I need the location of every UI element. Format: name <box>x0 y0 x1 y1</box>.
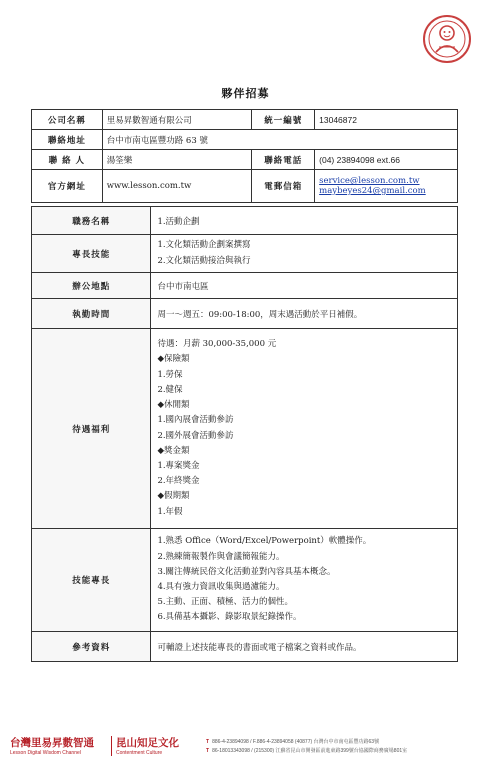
skills-label: 專長技能 <box>32 235 151 273</box>
benefit-item: ◆保險類 <box>157 354 190 365</box>
phone-label: 聯絡電話 <box>252 150 315 170</box>
footer-divider <box>111 736 112 756</box>
position-value: 1.活動企劃 <box>151 207 458 235</box>
benefit-item: 1.勞保 <box>157 369 183 380</box>
benefits-label: 待遇福利 <box>32 329 151 529</box>
contact-person-value: 湯筌樂 <box>102 150 252 170</box>
skills-value <box>151 235 458 273</box>
website-label: 官方網址 <box>32 170 103 203</box>
email-link-maybeyes[interactable]: maybeyes24@gmail.com <box>319 186 426 196</box>
phone-tag: T <box>206 748 210 754</box>
location-value: 台中市南屯區 <box>151 273 458 299</box>
benefit-item: ◆獎金類 <box>157 445 190 456</box>
expertise-item: 6.具備基本攝影、錄影取景紀錄操作。 <box>157 612 302 623</box>
location-label: 辦公地點 <box>32 273 151 299</box>
hours-label: 執勤時間 <box>32 299 151 329</box>
position-label: 職務名稱 <box>32 207 151 235</box>
benefit-item: 1.國內展會活動參訪 <box>157 415 234 426</box>
website-value: www.lesson.com.tw <box>102 170 252 203</box>
brand-lesson-english: Lesson Digital Wisdom Channel <box>10 750 81 756</box>
benefit-item: 待遇：月薪 30,000-35,000 元 <box>157 339 277 350</box>
skill-item: 2.文化類活動接洽與執行 <box>157 255 251 266</box>
hours-value: 周一～週五：09:00-18:00，周末遇活動於平日補假。 <box>151 299 458 329</box>
expertise-item: 5.主動、正面、積極、活力的個性。 <box>157 597 294 608</box>
tax-id-label: 統一編號 <box>252 110 315 130</box>
footer-contact-taiwan <box>206 738 379 745</box>
benefit-item: ◆假期類 <box>157 491 190 502</box>
benefit-item: 2.年終獎金 <box>157 476 200 487</box>
brand-contentment-name: 昆山知足文化 <box>116 737 179 749</box>
company-info-table <box>31 109 458 203</box>
contact-person-label: 聯 絡 人 <box>32 150 103 170</box>
page-footer <box>10 733 480 761</box>
phone-value: (04) 23894098 ext.66 <box>315 150 458 170</box>
footer-contact-taiwan-text: 886-4-23894098 / F.886-4-23894058 (40877) 台灣台中市南屯區豐功路63號 <box>212 739 380 745</box>
reference-label: 參考資料 <box>32 632 151 662</box>
footer-contact-kunshan-text: 86-18013343098 / (215300) 江蘇省昆山市開發區前進東路399號台協國際商務廣場801室 <box>212 748 408 754</box>
benefits-value <box>151 329 458 529</box>
footer-contact-kunshan <box>206 747 407 754</box>
brand-contentment-english: Contentment Culture <box>116 750 163 756</box>
company-seal-logo <box>422 14 472 64</box>
tax-id-value: 13046872 <box>315 110 458 130</box>
expertise-item: 3.關注傳統民俗文化活動並對內容具基本概念。 <box>157 566 336 577</box>
expertise-label: 技能專長 <box>32 529 151 632</box>
benefit-item: ◆休閒類 <box>157 400 190 411</box>
job-details-table <box>31 206 458 662</box>
document-title: 夥伴招募 <box>221 87 270 100</box>
benefit-item: 1.年假 <box>157 506 183 517</box>
phone-tag: T <box>206 739 210 745</box>
company-name-label: 公司名稱 <box>32 110 103 130</box>
expertise-item: 4.具有強力資訊收集與過濾能力。 <box>157 582 285 592</box>
expertise-value <box>151 529 458 632</box>
email-value <box>315 170 458 203</box>
brand-lesson-name: 台灣里易昇數智通 <box>10 737 94 749</box>
email-label: 電郵信箱 <box>252 170 315 203</box>
expertise-item: 2.熟練簡報製作與會議簡報能力。 <box>157 551 285 562</box>
address-label: 聯絡地址 <box>32 130 103 150</box>
benefit-item: 2.國外展會活動參訪 <box>157 430 234 441</box>
reference-value: 可輔證上述技能專長的書面或電子檔案之資料或作品。 <box>151 632 458 662</box>
benefit-item: 2.健保 <box>157 384 183 395</box>
company-name-value: 里易昇數智通有限公司 <box>102 110 252 130</box>
expertise-item: 1.熟悉 Office（Word/Excel/Powerpoint）軟體操作。 <box>157 536 372 547</box>
benefit-item: 1.專案獎金 <box>157 460 200 471</box>
email-link-service[interactable]: service@lesson.com.tw <box>319 176 420 186</box>
skill-item: 1.文化類活動企劃案撰寫 <box>157 240 251 251</box>
address-value: 台中市南屯區豐功路 63 號 <box>102 130 457 150</box>
